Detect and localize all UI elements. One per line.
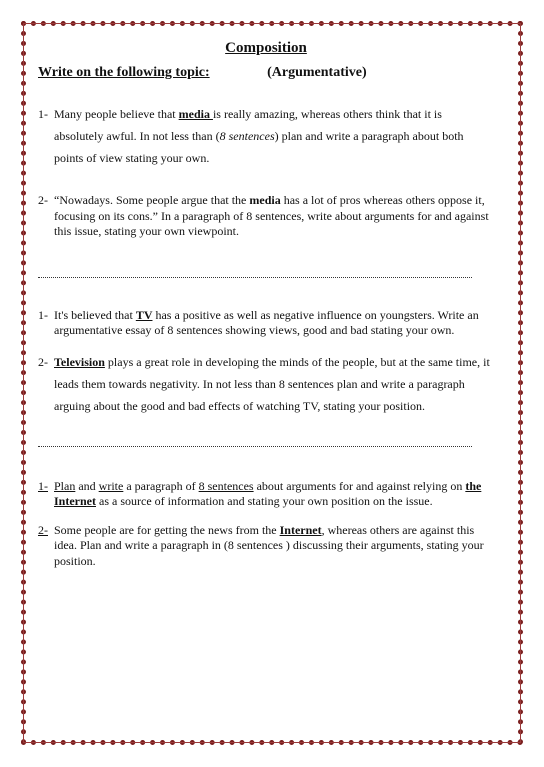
- text-run-emphasis: the Internet: [54, 478, 482, 508]
- text-run-underline: 8 sentences: [198, 478, 254, 493]
- list-item: [38, 479, 494, 510]
- item-number: 2-: [38, 522, 48, 537]
- text-run-italic: 8 sentences: [219, 129, 275, 143]
- text-run-emphasis: Internet: [279, 522, 322, 537]
- text-run: is really amazing, whereas others think that it is absolutely awful. In not less than (: [54, 107, 442, 143]
- text-run: a paragraph of: [123, 478, 199, 493]
- text-run-emphasis: Television: [54, 354, 105, 369]
- text-run-emphasis: media: [178, 107, 213, 121]
- text-run: ) plan and write a paragraph about both points of view stating your own.: [54, 129, 464, 165]
- page-title: Composition: [225, 40, 307, 56]
- item-text: [54, 103, 494, 169]
- text-run: and: [75, 478, 99, 493]
- topic-line: [38, 65, 494, 81]
- list-item: [38, 351, 494, 417]
- item-text: [54, 351, 494, 417]
- text-run: It's believed that: [54, 307, 136, 322]
- list-item: [38, 523, 494, 570]
- text-run-emphasis: TV: [135, 307, 153, 322]
- text-run: as a source of information and stating your own position on the issue.: [96, 494, 433, 508]
- item-text: [54, 523, 494, 570]
- text-run: , whereas others are against this idea. Plan and write a paragraph in (8 sentences ) discussing their arguments, stating your position.: [54, 522, 484, 568]
- text-run: Some people are for getting the news from the: [54, 522, 280, 537]
- item-text: [54, 308, 494, 339]
- list-item: [38, 193, 494, 240]
- item-text: [54, 479, 494, 510]
- text-run-underline: write: [98, 478, 124, 493]
- text-run: plays a great role in developing the minds of the people, but at the same time, it leads them towards negativity. In not less than 8 sentences plan and write a paragraph arguing about the good and bad effects of watching TV, stating your position.: [54, 354, 490, 413]
- topic-label: Write on the following topic:: [38, 65, 210, 80]
- list-item: [38, 308, 494, 339]
- list-item: [38, 103, 494, 169]
- topic-type: (Argumentative): [267, 65, 367, 80]
- item-number: 2-: [38, 354, 48, 369]
- text-run: Many people believe that: [54, 107, 179, 121]
- text-run-emphasis: media: [249, 193, 281, 207]
- document-body: [38, 40, 494, 569]
- text-run: has a positive as well as negative influence on youngsters. Write an argumentative essay of 8 sentences showing views, good and bad stating your own.: [54, 307, 479, 337]
- item-number: 1-: [38, 307, 48, 322]
- text-run: has a lot of pros whereas others oppose it, focusing on its cons.” In a paragraph of 8 sentences, write about arguments for and against this issue, stating your own viewpoint.: [54, 193, 489, 238]
- item-text: [54, 193, 494, 240]
- text-run: about arguments for and against relying on: [253, 478, 466, 493]
- text-run: “Nowadays. Some people argue that the: [54, 193, 250, 207]
- item-number: 1-: [38, 478, 48, 493]
- item-number: 1-: [38, 107, 48, 121]
- text-run-underline: Plan: [54, 478, 76, 493]
- item-number: 2-: [38, 193, 48, 207]
